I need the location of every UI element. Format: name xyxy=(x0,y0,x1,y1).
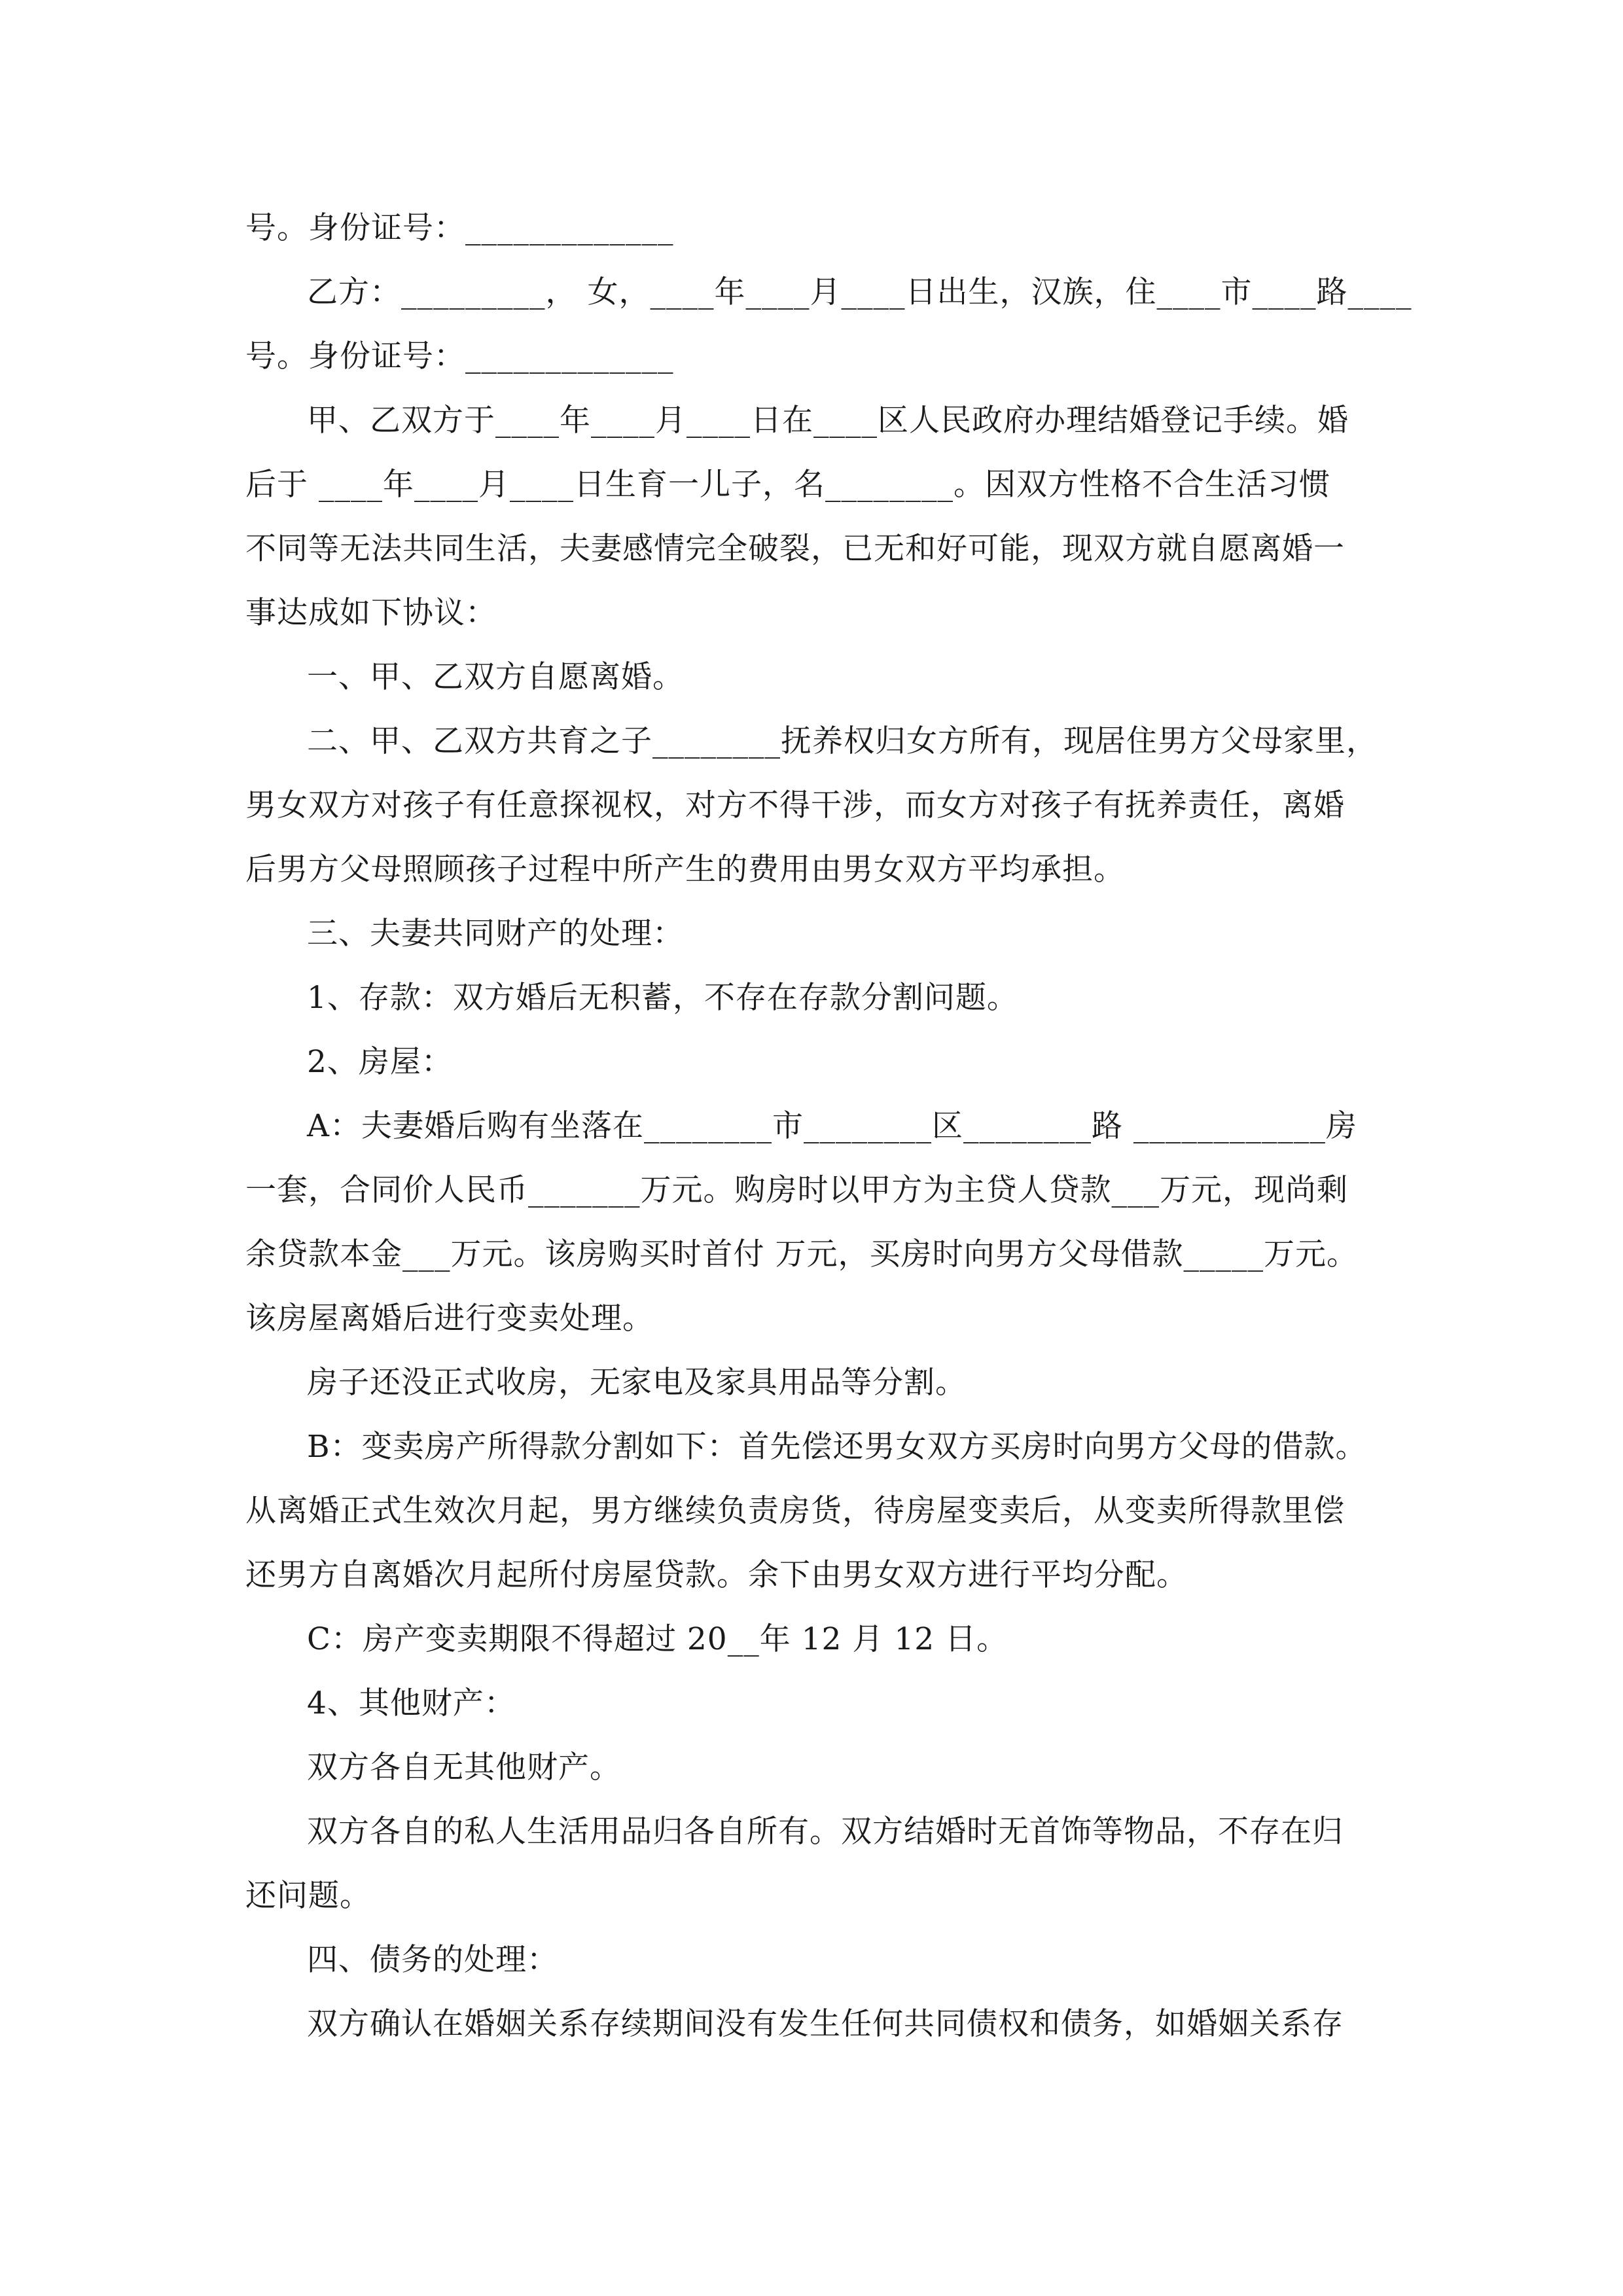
text-line: 事达成如下协议： xyxy=(245,595,497,631)
text-line: 后于 ____年____月____日生育一儿子，名________。因双方性格不合生活习惯 xyxy=(245,467,1330,503)
text-line: 双方确认在婚姻关系存续期间没有发生任何共同债权和债务，如婚姻关系存 xyxy=(307,2006,1344,2042)
text-line: 该房屋离婚后进行变卖处理。 xyxy=(245,1300,654,1336)
text-line: 双方各自的私人生活用品归各自所有。双方结婚时无首饰等物品，不存在归 xyxy=(307,1814,1344,1850)
text-line: 乙方：_________， 女，____年____月____日出生，汉族，住____市____路____ xyxy=(307,274,1412,310)
text-line: 房子还没正式收房，无家电及家具用品等分割。 xyxy=(307,1365,967,1401)
text-line: 还男方自离婚次月起所付房屋贷款。余下由男女双方进行平均分配。 xyxy=(245,1557,1188,1593)
text-line: B：变卖房产所得款分割如下：首先偿还男女双方买房时向男方父母的借款。 xyxy=(307,1429,1367,1465)
text-line: 2、房屋： xyxy=(307,1044,453,1080)
text-line: 四、债务的处理： xyxy=(307,1942,558,1978)
text-line: 双方各自无其他财产。 xyxy=(307,1749,621,1785)
text-line: 一、甲、乙双方自愿离婚。 xyxy=(307,659,684,695)
text-line: 号。身份证号：_____________ xyxy=(245,210,674,246)
text-line: 4、其他财产： xyxy=(307,1685,516,1721)
text-line: 一套，合同价人民币_______万元。购房时以甲方为主贷人贷款___万元，现尚剩 xyxy=(245,1172,1348,1208)
text-line: 二、甲、乙双方共育之子________抚养权归女方所有，现居住男方父母家里， xyxy=(307,723,1378,759)
text-line: 不同等无法共同生活，夫妻感情完全破裂，已无和好可能，现双方就自愿离婚一 xyxy=(245,531,1345,567)
text-line: 1、存款：双方婚后无积蓄，不存在存款分割问题。 xyxy=(307,980,1018,1016)
document-body xyxy=(245,196,1412,2056)
text-line: 还问题。 xyxy=(245,1878,371,1914)
text-line: 号。身份证号：_____________ xyxy=(245,338,674,374)
text-line: 三、夫妻共同财产的处理： xyxy=(307,916,684,952)
text-line: 从离婚正式生效次月起，男方继续负责房货，待房屋变卖后，从变卖所得款里偿 xyxy=(245,1493,1345,1529)
text-line: C：房产变卖期限不得超过 20__年 12 月 12 日。 xyxy=(307,1621,1008,1657)
text-line: A：夫妻婚后购有坐落在________市________区________路 ____________房 xyxy=(307,1108,1357,1144)
text-line: 男女双方对孩子有任意探视权，对方不得干涉，而女方对孩子有抚养责任，离婚 xyxy=(245,787,1345,823)
text-line: 后男方父母照顾孩子过程中所产生的费用由男女双方平均承担。 xyxy=(245,852,1125,888)
text-line: 余贷款本金___万元。该房购买时首付 万元，买房时向男方父母借款_____万元。 xyxy=(245,1236,1358,1272)
text-line: 甲、乙双方于____年____月____日在____区人民政府办理结婚登记手续。婚 xyxy=(307,403,1349,439)
